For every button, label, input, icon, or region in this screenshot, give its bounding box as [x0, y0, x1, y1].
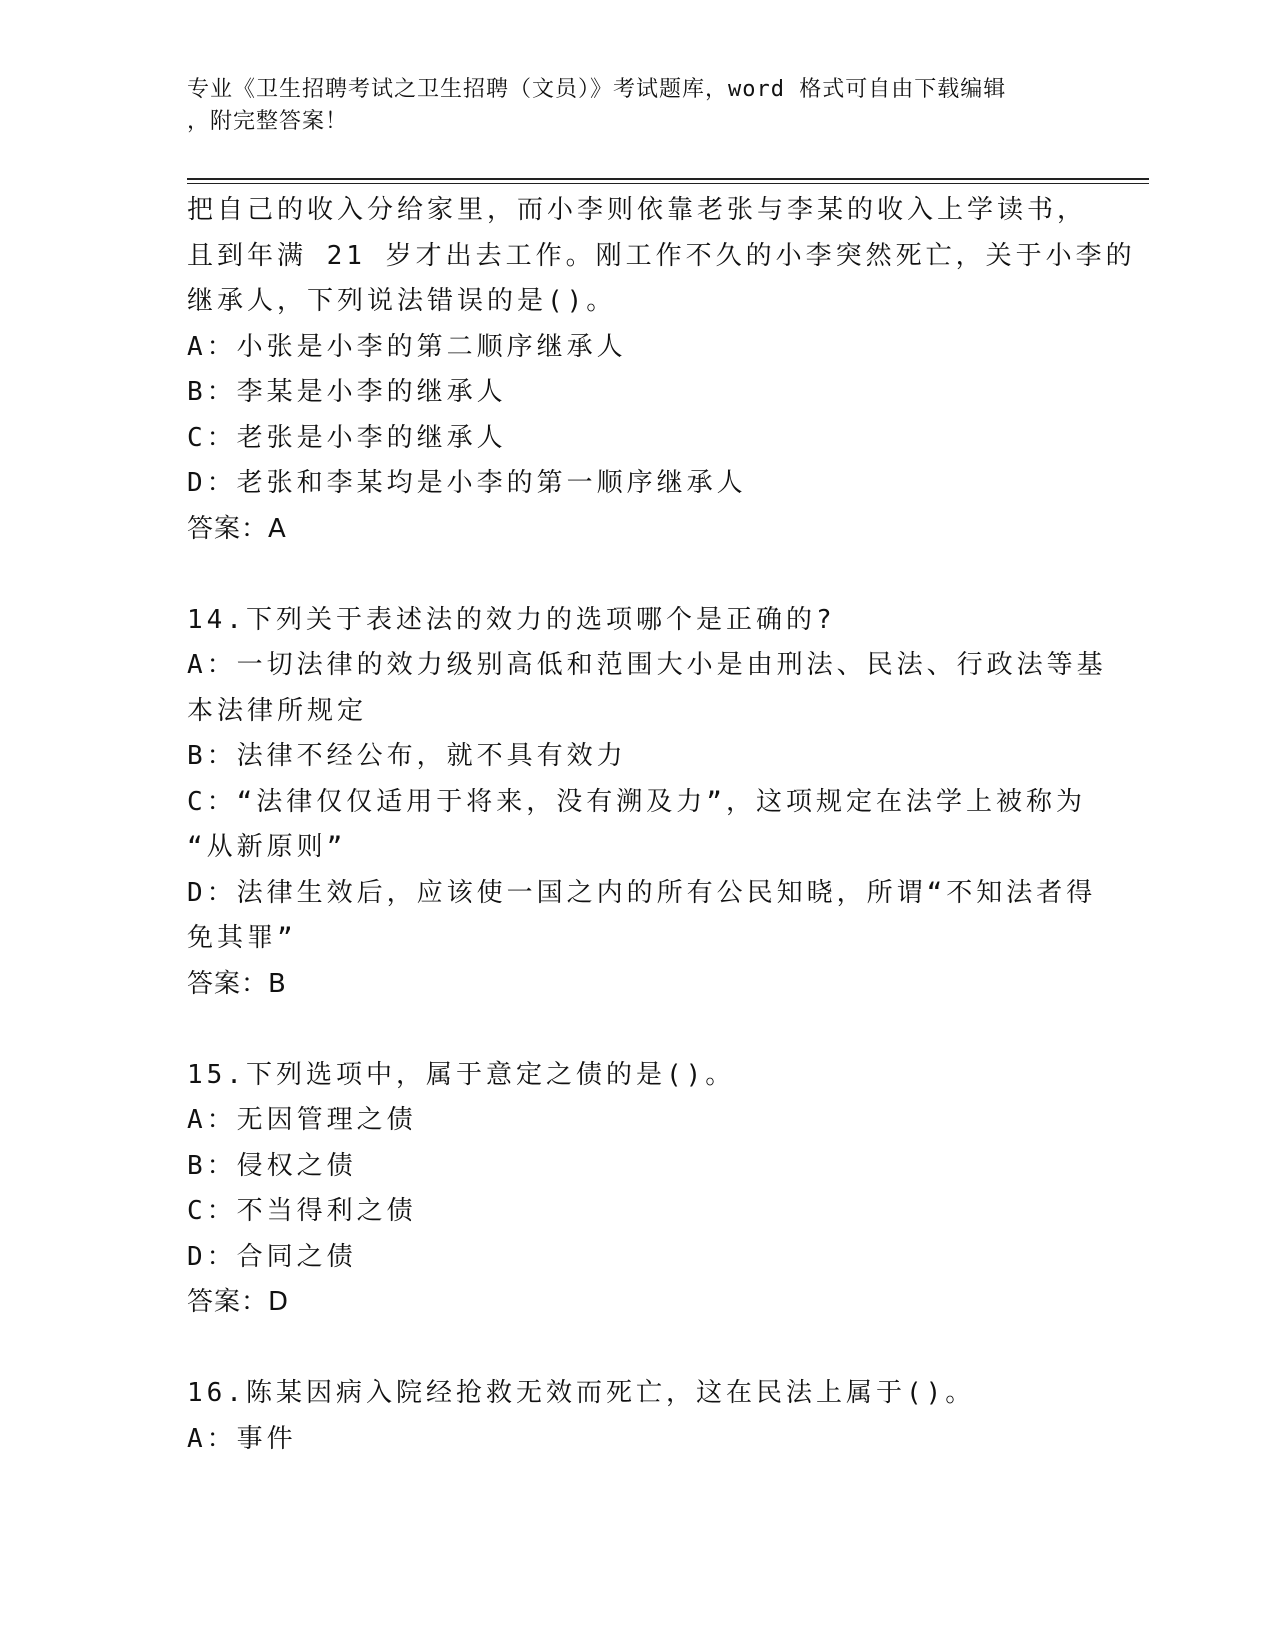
question-stem-line: 继承人，下列说法错误的是()。 [187, 286, 617, 316]
option-c: C：老张是小李的继承人 [187, 422, 507, 453]
option-a: A：无因管理之债 [187, 1105, 417, 1135]
option-c: C：不当得利之债 [187, 1196, 417, 1226]
option-b: B：李某是小李的继承人 [187, 377, 507, 407]
spacer [187, 1007, 1087, 1053]
option-a-continued: 本法律所规定 [187, 695, 368, 726]
option-a: A：一切法律的效力级别高低和范围大小是由刑法、民法、行政法等基 [187, 650, 1107, 680]
header-line-2: ，附完整答案！ [187, 109, 349, 134]
option-d-continued: 免其罪” [187, 923, 297, 953]
spacer [187, 1326, 1087, 1372]
question-stem-line: 把自己的收入分给家里，而小李则依靠老张与李某的收入上学读书， [187, 195, 1088, 225]
answer-label: 答案：B [187, 968, 287, 999]
header-divider-thick [187, 178, 1149, 180]
answer-label: 答案：D [187, 1287, 290, 1317]
question-stem-line: 且到年满 21 岁才出去工作。刚工作不久的小李突然死亡，关于小李的 [187, 240, 1136, 271]
question-stem: 16.陈某因病入院经抢救无效而死亡，这在民法上属于()。 [187, 1378, 976, 1408]
question-14 [187, 598, 1107, 1008]
question-stem: 14.下列关于表述法的效力的选项哪个是正确的? [187, 604, 836, 635]
option-a: A：事件 [187, 1423, 297, 1454]
question-16 [187, 1371, 1087, 1462]
header-line-1: 专业《卫生招聘考试之卫生招聘（文员）》考试题库，word 格式可自由下载编辑 [187, 77, 1007, 102]
question-stem: 15.下列选项中，属于意定之债的是()。 [187, 1059, 736, 1090]
answer-label: 答案：A [187, 513, 287, 544]
question-content [187, 188, 1136, 1462]
option-d: D：老张和李某均是小李的第一顺序继承人 [187, 468, 747, 498]
header-divider-thin [187, 183, 1149, 184]
option-c-continued: “从新原则” [187, 832, 347, 862]
option-b: B：侵权之债 [187, 1150, 357, 1181]
question-13 [187, 188, 1136, 552]
option-d: D：法律生效后，应该使一国之内的所有公民知晓，所谓“不知法者得 [187, 877, 1097, 908]
option-b: B：法律不经公布，就不具有效力 [187, 741, 627, 771]
option-a: A：小张是小李的第二顺序继承人 [187, 331, 627, 362]
document-header [187, 74, 1087, 138]
option-d: D：合同之债 [187, 1241, 357, 1272]
spacer [187, 552, 1087, 598]
question-15 [187, 1053, 1087, 1326]
option-c: C：“法律仅仅适用于将来，没有溯及力”，这项规定在法学上被称为 [187, 786, 1086, 817]
